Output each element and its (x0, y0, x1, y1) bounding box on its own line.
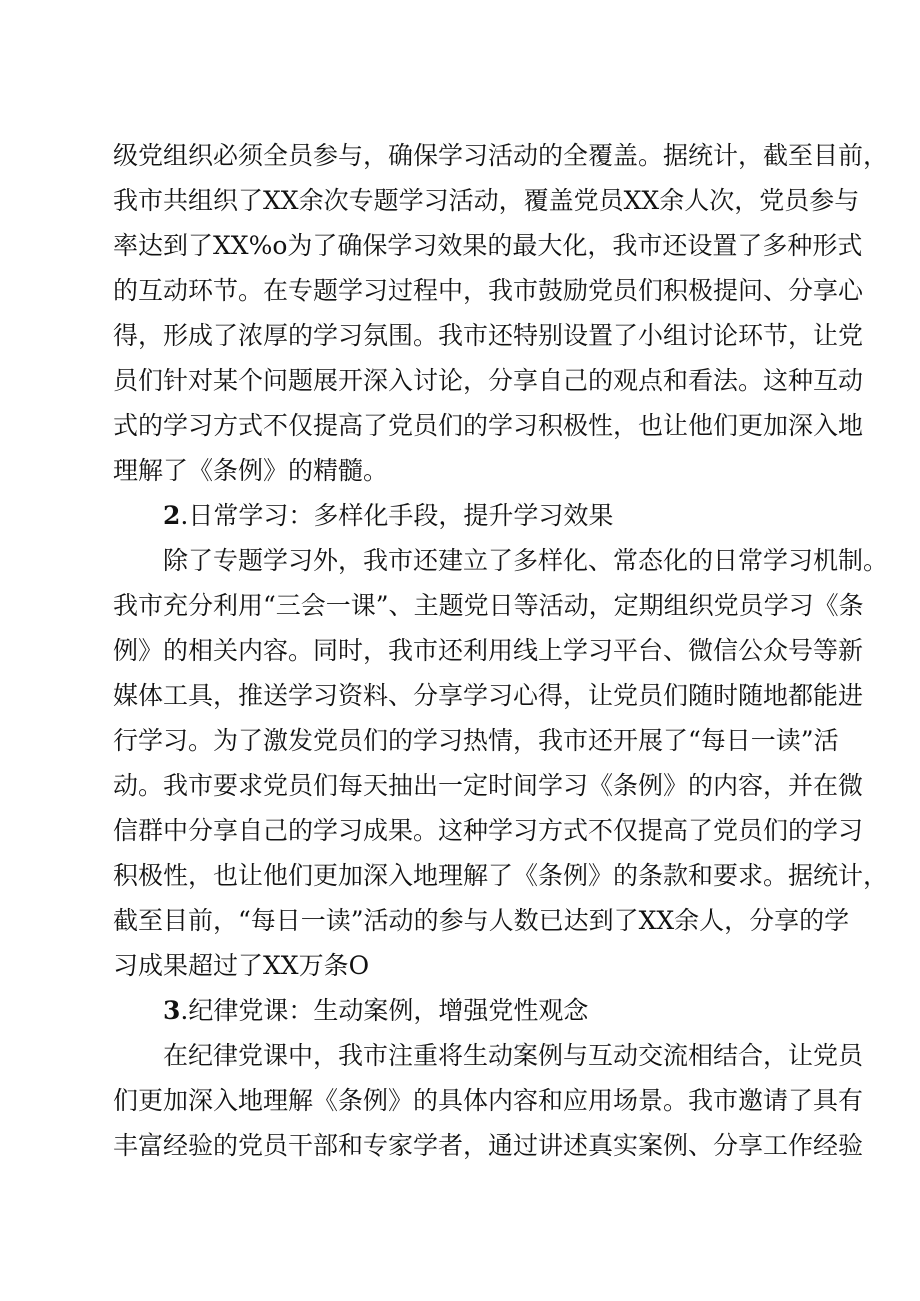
paragraph-line: 理解了《条例》的精髓。 (113, 456, 389, 485)
section-heading (163, 991, 588, 1031)
section-title: .日常学习：多样化手段，提升学习效果 (180, 501, 614, 530)
paragraph-line: 丰富经验的党员干部和专家学者，通过讲述真实案例、分享工作经验 (113, 1131, 864, 1160)
paragraph-line: 级党组织必须全员参与，确保学习活动的全覆盖。据统计，截至目前， (113, 141, 889, 170)
section-number: 2 (163, 501, 181, 530)
paragraph-line: 积极性，也让他们更加深入地理解了《条例》的条款和要求。据统计， (113, 861, 889, 890)
paragraph-line: 员们针对某个问题展开深入讨论，分享自己的观点和看法。这种互动 (113, 366, 864, 395)
paragraph-line: 信群中分享自己的学习成果。这种学习方式不仅提高了党员们的学习 (113, 816, 864, 845)
paragraph-line: 习成果超过了XX万条O (113, 951, 370, 980)
paragraph-line: 们更加深入地理解《条例》的具体内容和应用场景。我市邀请了具有 (113, 1086, 864, 1115)
paragraph-line: 的互动环节。在专题学习过程中，我市鼓励党员们积极提问、分享心 (113, 276, 864, 305)
section-number: 3 (163, 996, 181, 1025)
section-title: .纪律党课：生动案例，增强党性观念 (180, 996, 589, 1025)
paragraph-line: 我市充分利用“三会一课”、主题党日等活动，定期组织党员学习《条 (113, 591, 864, 620)
paragraph-line: 得，形成了浓厚的学习氛围。我市还特别设置了小组讨论环节，让党 (113, 321, 864, 350)
paragraph-line: 行学习。为了激发党员们的学习热情，我市还开展了“每日一读”活 (113, 726, 839, 755)
paragraph-line: 除了专题学习外，我市还建立了多样化、常态化的日常学习机制。 (163, 546, 889, 575)
paragraph-line: 例》的相关内容。同时，我市还利用线上学习平台、微信公众号等新 (113, 636, 864, 665)
paragraph-line: 率达到了XX%o为了确保学习效果的最大化，我市还设置了多种形式 (113, 231, 863, 260)
paragraph-line: 动。我市要求党员们每天抽出一定时间学习《条例》的内容，并在微 (113, 771, 864, 800)
paragraph-line: 我市共组织了XX余次专题学习活动，覆盖党员XX余人次，党员参与 (113, 186, 860, 215)
paragraph-line: 截至目前，“每日一读”活动的参与人数已达到了XX余人，分享的学 (113, 906, 850, 935)
paragraph-line: 媒体工具，推送学习资料、分享学习心得，让党员们随时随地都能进 (113, 681, 864, 710)
section-heading (163, 496, 613, 536)
paragraph-line: 在纪律党课中，我市注重将生动案例与互动交流相结合，让党员 (163, 1041, 864, 1070)
paragraph-line: 式的学习方式不仅提高了党员们的学习积极性，也让他们更加深入地 (113, 411, 864, 440)
